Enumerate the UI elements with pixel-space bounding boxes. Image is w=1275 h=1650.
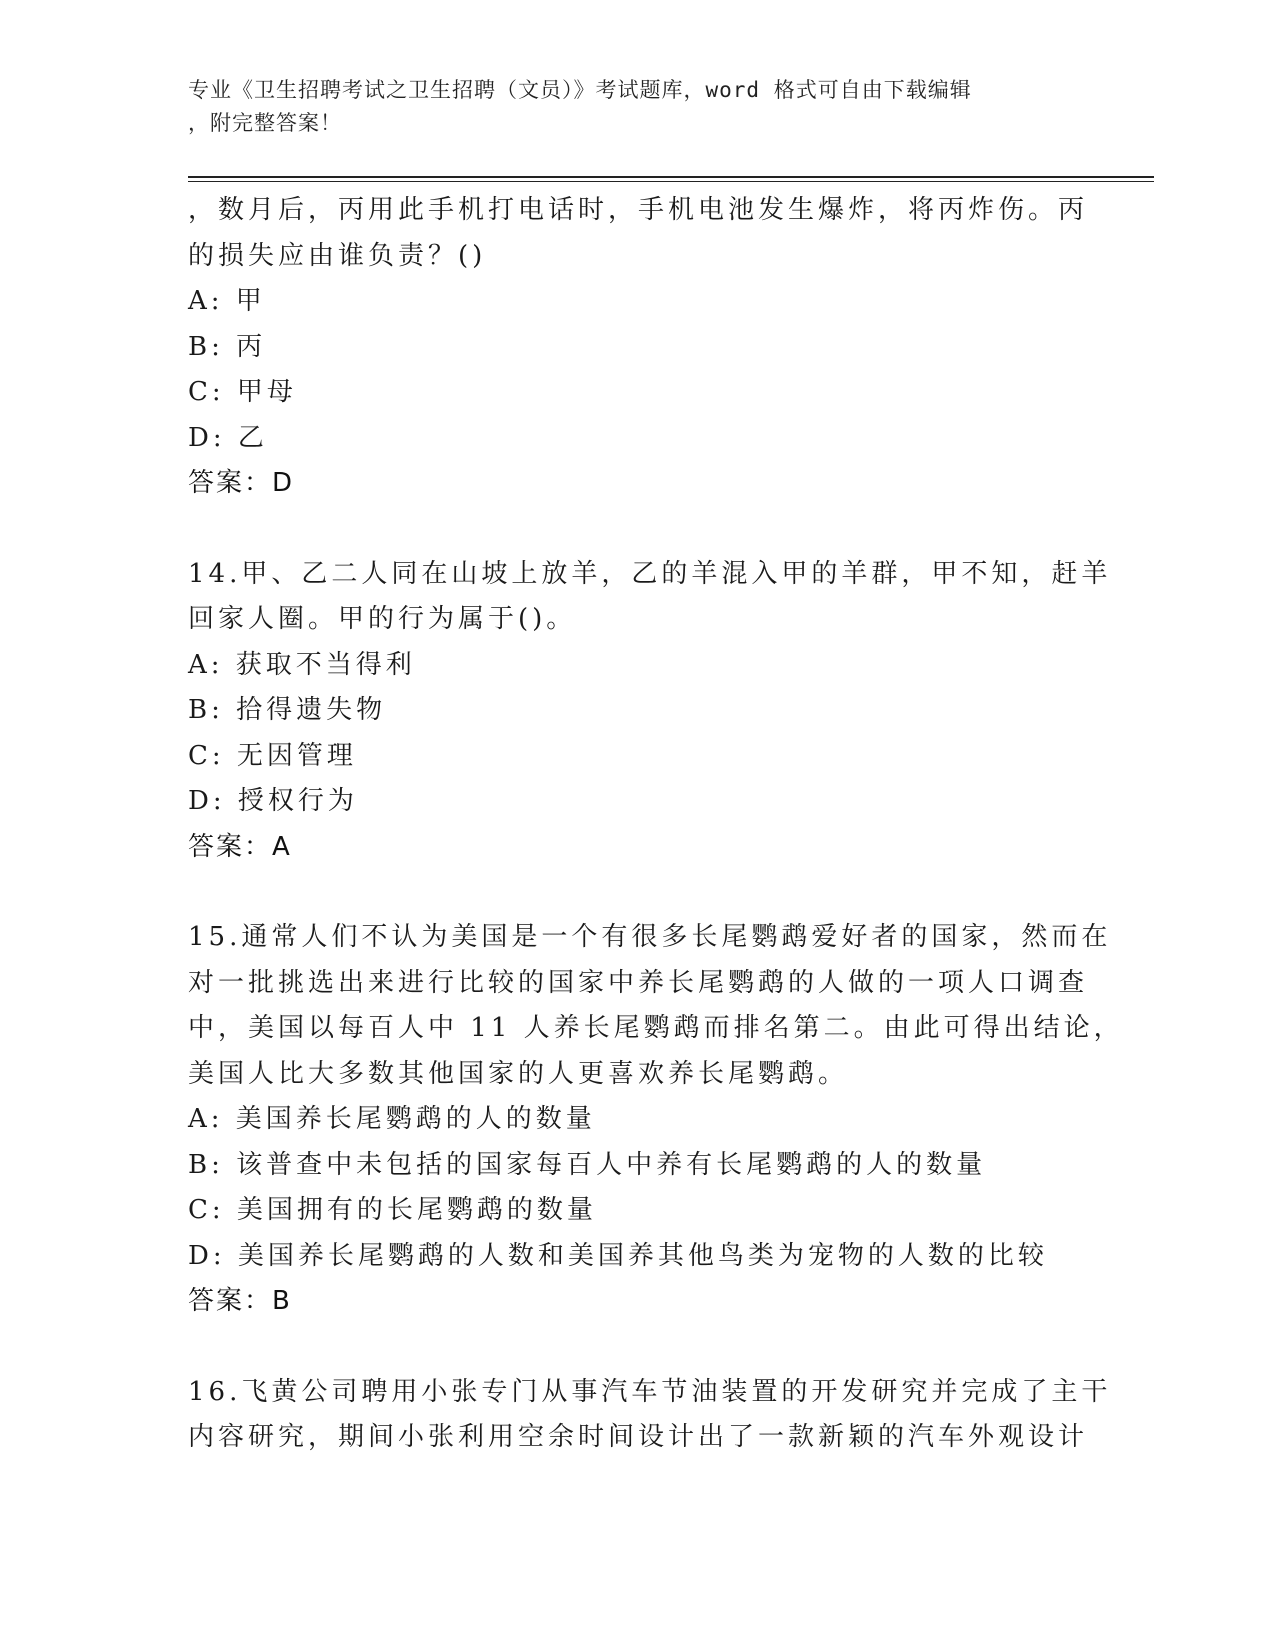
option-d: D: 乙: [188, 422, 268, 453]
header-line-1: 专业《卫生招聘考试之卫生招聘（文员）》考试题库，word 格式可自由下载编辑: [188, 78, 972, 102]
page-header: [188, 74, 1088, 140]
option-d: D: 授权行为: [188, 786, 358, 816]
option-d: D: 美国养长尾鹦鹉的人数和美国养其他鸟类为宠物的人数的比较: [188, 1240, 1048, 1271]
question-text-line: ，数月后，丙用此手机打电话时，手机电池发生爆炸，将丙炸伤。丙: [188, 195, 1089, 225]
option-a: A: 美国养长尾鹦鹉的人的数量: [188, 1104, 596, 1134]
option-a: A: 获取不当得利: [188, 649, 416, 680]
question-text-line: 16.飞黄公司聘用小张专门从事汽车节油装置的开发研究并完成了主干: [188, 1376, 1112, 1407]
answer-label: 答案：D: [188, 468, 295, 498]
question-14: [188, 552, 1112, 871]
question-text-line: 内容研究，期间小张利用空余时间设计出了一款新颖的汽车外观设计: [188, 1422, 1089, 1452]
question-15: [188, 915, 1124, 1325]
header-divider-thin: [188, 181, 1154, 182]
option-b: B: 丙: [188, 331, 267, 362]
question-text-line: 美国人比大多数其他国家的人更喜欢养长尾鹦鹉。: [188, 1058, 849, 1089]
question-text-line: 14.甲、乙二人同在山坡上放羊，乙的羊混入甲的羊群，甲不知，赶羊: [188, 558, 1112, 589]
question-13-continued: [188, 188, 1088, 507]
question-16: [188, 1370, 1112, 1461]
question-text-line: 中，美国以每百人中 11 人养长尾鹦鹉而排名第二。由此可得出结论，: [188, 1013, 1124, 1043]
option-b: B: 该普查中未包括的国家每百人中养有长尾鹦鹉的人的数量: [188, 1149, 987, 1180]
question-content: [188, 188, 1124, 1461]
header-divider-thick: [188, 176, 1154, 178]
answer-label: 答案：B: [188, 1286, 292, 1316]
option-b: B: 拾得遗失物: [188, 695, 387, 725]
question-text-line: 15.通常人们不认为美国是一个有很多长尾鹦鹉爱好者的国家，然而在: [188, 922, 1112, 952]
option-c: C: 无因管理: [188, 740, 357, 771]
answer-label: 答案：A: [188, 831, 292, 862]
spacer: [188, 870, 1088, 915]
header-line-2: ，附完整答案！: [188, 111, 342, 135]
option-c: C: 甲母: [188, 377, 297, 407]
option-a: A: 甲: [188, 286, 266, 316]
option-c: C: 美国拥有的长尾鹦鹉的数量: [188, 1195, 597, 1225]
spacer: [188, 1325, 1088, 1370]
question-text-line: 回家人圈。甲的行为属于()。: [188, 604, 577, 634]
spacer: [188, 507, 1088, 552]
question-text-line: 的损失应由谁负责？(): [188, 240, 487, 271]
question-text-line: 对一批挑选出来进行比较的国家中养长尾鹦鹉的人做的一项人口调查: [188, 967, 1089, 998]
